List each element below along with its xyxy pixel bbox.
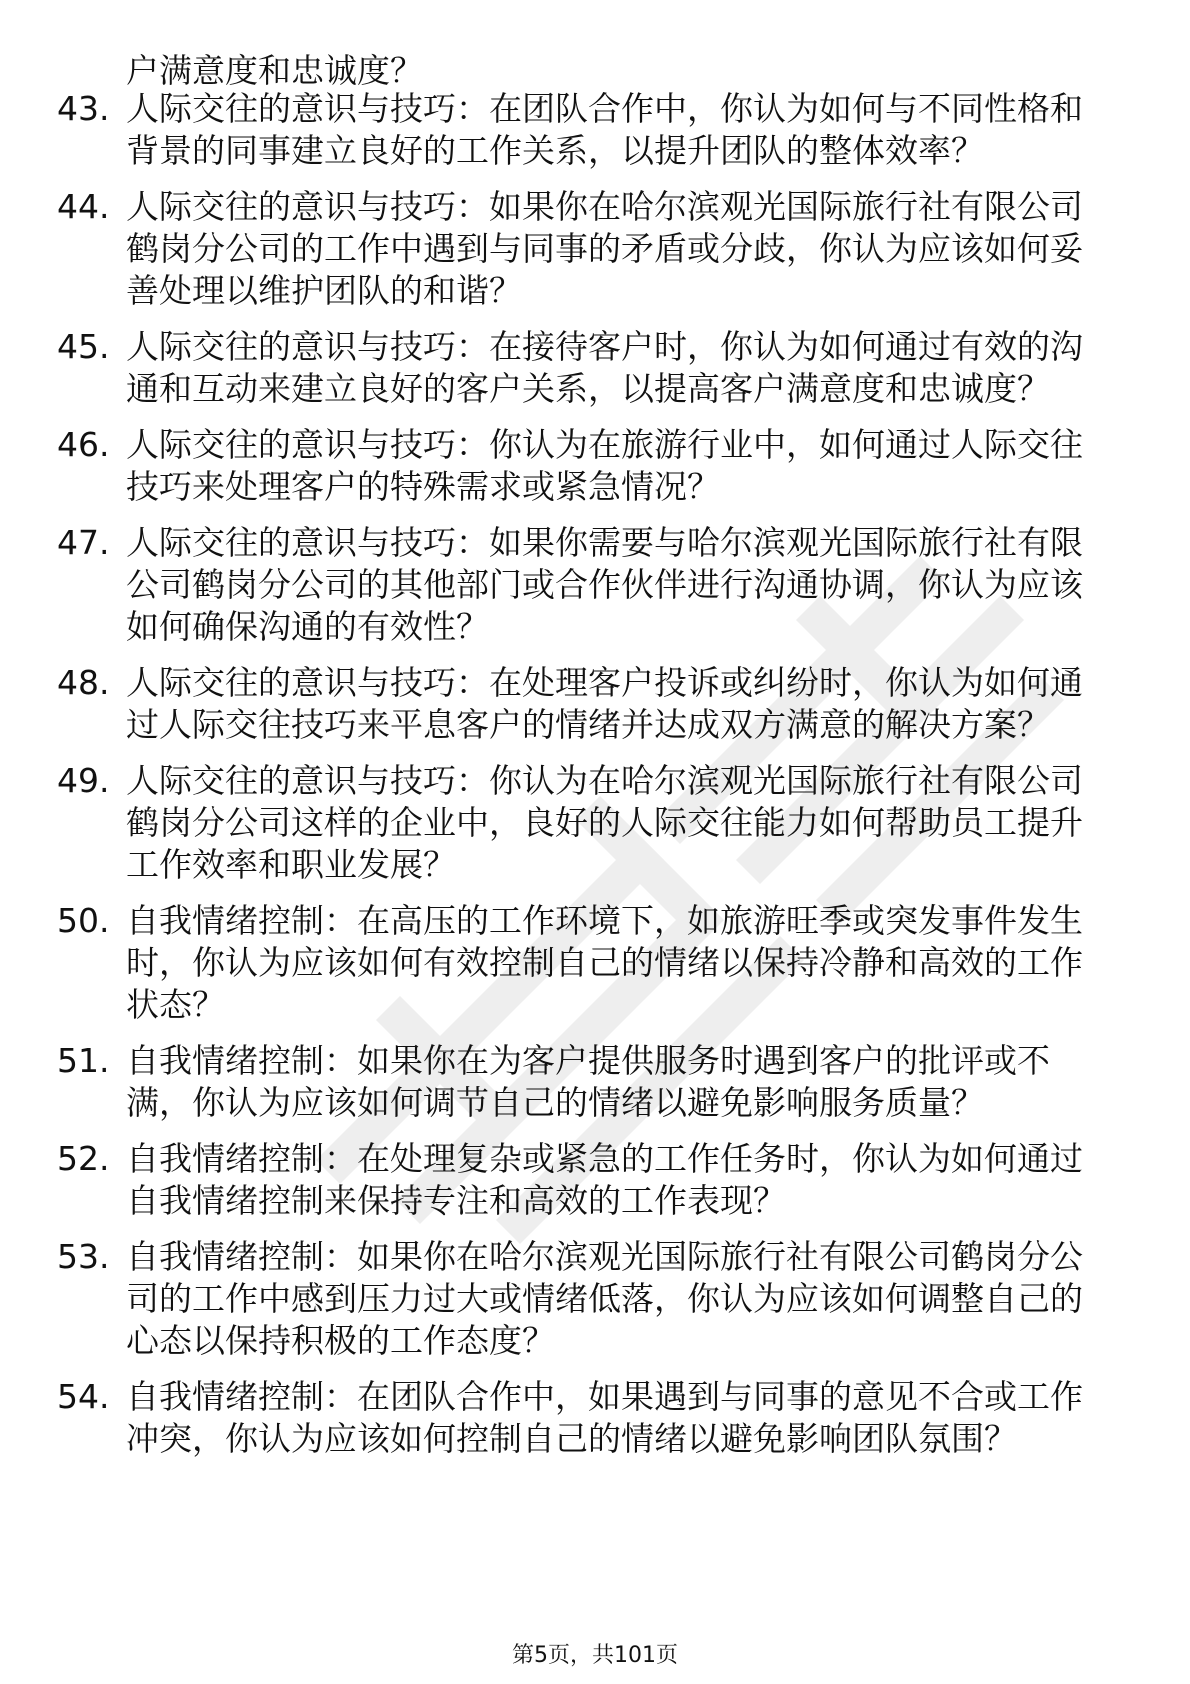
question-item	[0, 1236, 1106, 1362]
question-text: 人际交往的意识与技巧：你认为在旅游行业中，如何通过人际交往技巧来处理客户的特殊需求或紧急情况？	[126, 425, 1083, 506]
question-number: 54.	[57, 1377, 110, 1416]
question-number: 48.	[57, 663, 110, 702]
question-item	[0, 88, 1106, 172]
question-text: 自我情绪控制：如果你在哈尔滨观光国际旅行社有限公司鹤岗分公司的工作中感到压力过大或情绪低落，你认为应该如何调整自己的心态以保持积极的工作态度？	[126, 1237, 1083, 1360]
question-item	[0, 326, 1106, 410]
question-item	[0, 186, 1106, 312]
question-text: 人际交往的意识与技巧：如果你在哈尔滨观光国际旅行社有限公司鹤岗分公司的工作中遇到与同事的矛盾或分歧，你认为应该如何妥善处理以维护团队的和谐？	[126, 187, 1083, 310]
question-number: 44.	[57, 187, 110, 226]
question-text: 人际交往的意识与技巧：你认为在哈尔滨观光国际旅行社有限公司鹤岗分公司这样的企业中，良好的人际交往能力如何帮助员工提升工作效率和职业发展？	[126, 761, 1083, 884]
question-number: 49.	[57, 761, 110, 800]
question-list	[0, 88, 1190, 1474]
question-number: 53.	[57, 1237, 110, 1276]
question-number: 46.	[57, 425, 110, 464]
question-number: 51.	[57, 1041, 110, 1080]
question-text: 自我情绪控制：在处理复杂或紧急的工作任务时，你认为如何通过自我情绪控制来保持专注和高效的工作表现？	[126, 1139, 1083, 1220]
question-text: 人际交往的意识与技巧：在团队合作中，你认为如何与不同性格和背景的同事建立良好的工作关系，以提升团队的整体效率？	[126, 89, 1083, 170]
question-text: 人际交往的意识与技巧：在处理客户投诉或纠纷时，你认为如何通过人际交往技巧来平息客户的情绪并达成双方满意的解决方案？	[126, 663, 1083, 744]
question-number: 52.	[57, 1139, 110, 1178]
question-text: 自我情绪控制：在团队合作中，如果遇到与同事的意见不合或工作冲突，你认为应该如何控制自己的情绪以避免影响团队氛围？	[126, 1377, 1083, 1458]
question-number: 45.	[57, 327, 110, 366]
question-item	[0, 424, 1106, 508]
question-number: 50.	[57, 901, 110, 940]
question-text: 自我情绪控制：如果你在为客户提供服务时遇到客户的批评或不满，你认为应该如何调节自己的情绪以避免影响服务质量？	[126, 1041, 1050, 1122]
question-text: 自我情绪控制：在高压的工作环境下，如旅游旺季或突发事件发生时，你认为应该如何有效控制自己的情绪以保持冷静和高效的工作状态？	[126, 901, 1083, 1024]
continuation-text: 户满意度和忠诚度？	[126, 51, 423, 90]
question-item	[0, 900, 1106, 1026]
question-number: 43.	[57, 89, 110, 128]
question-item	[0, 1376, 1106, 1460]
question-number: 47.	[57, 523, 110, 562]
question-item	[0, 1138, 1106, 1222]
page-footer: 第5页，共101页	[512, 1643, 678, 1668]
question-item	[0, 760, 1106, 886]
question-item	[0, 522, 1106, 648]
question-text: 人际交往的意识与技巧：如果你需要与哈尔滨观光国际旅行社有限公司鹤岗分公司的其他部门或合作伙伴进行沟通协调，你认为应该如何确保沟通的有效性？	[126, 523, 1083, 646]
question-item	[0, 662, 1106, 746]
question-item	[0, 1040, 1106, 1124]
question-text: 人际交往的意识与技巧：在接待客户时，你认为如何通过有效的沟通和互动来建立良好的客户关系，以提高客户满意度和忠诚度？	[126, 327, 1083, 408]
